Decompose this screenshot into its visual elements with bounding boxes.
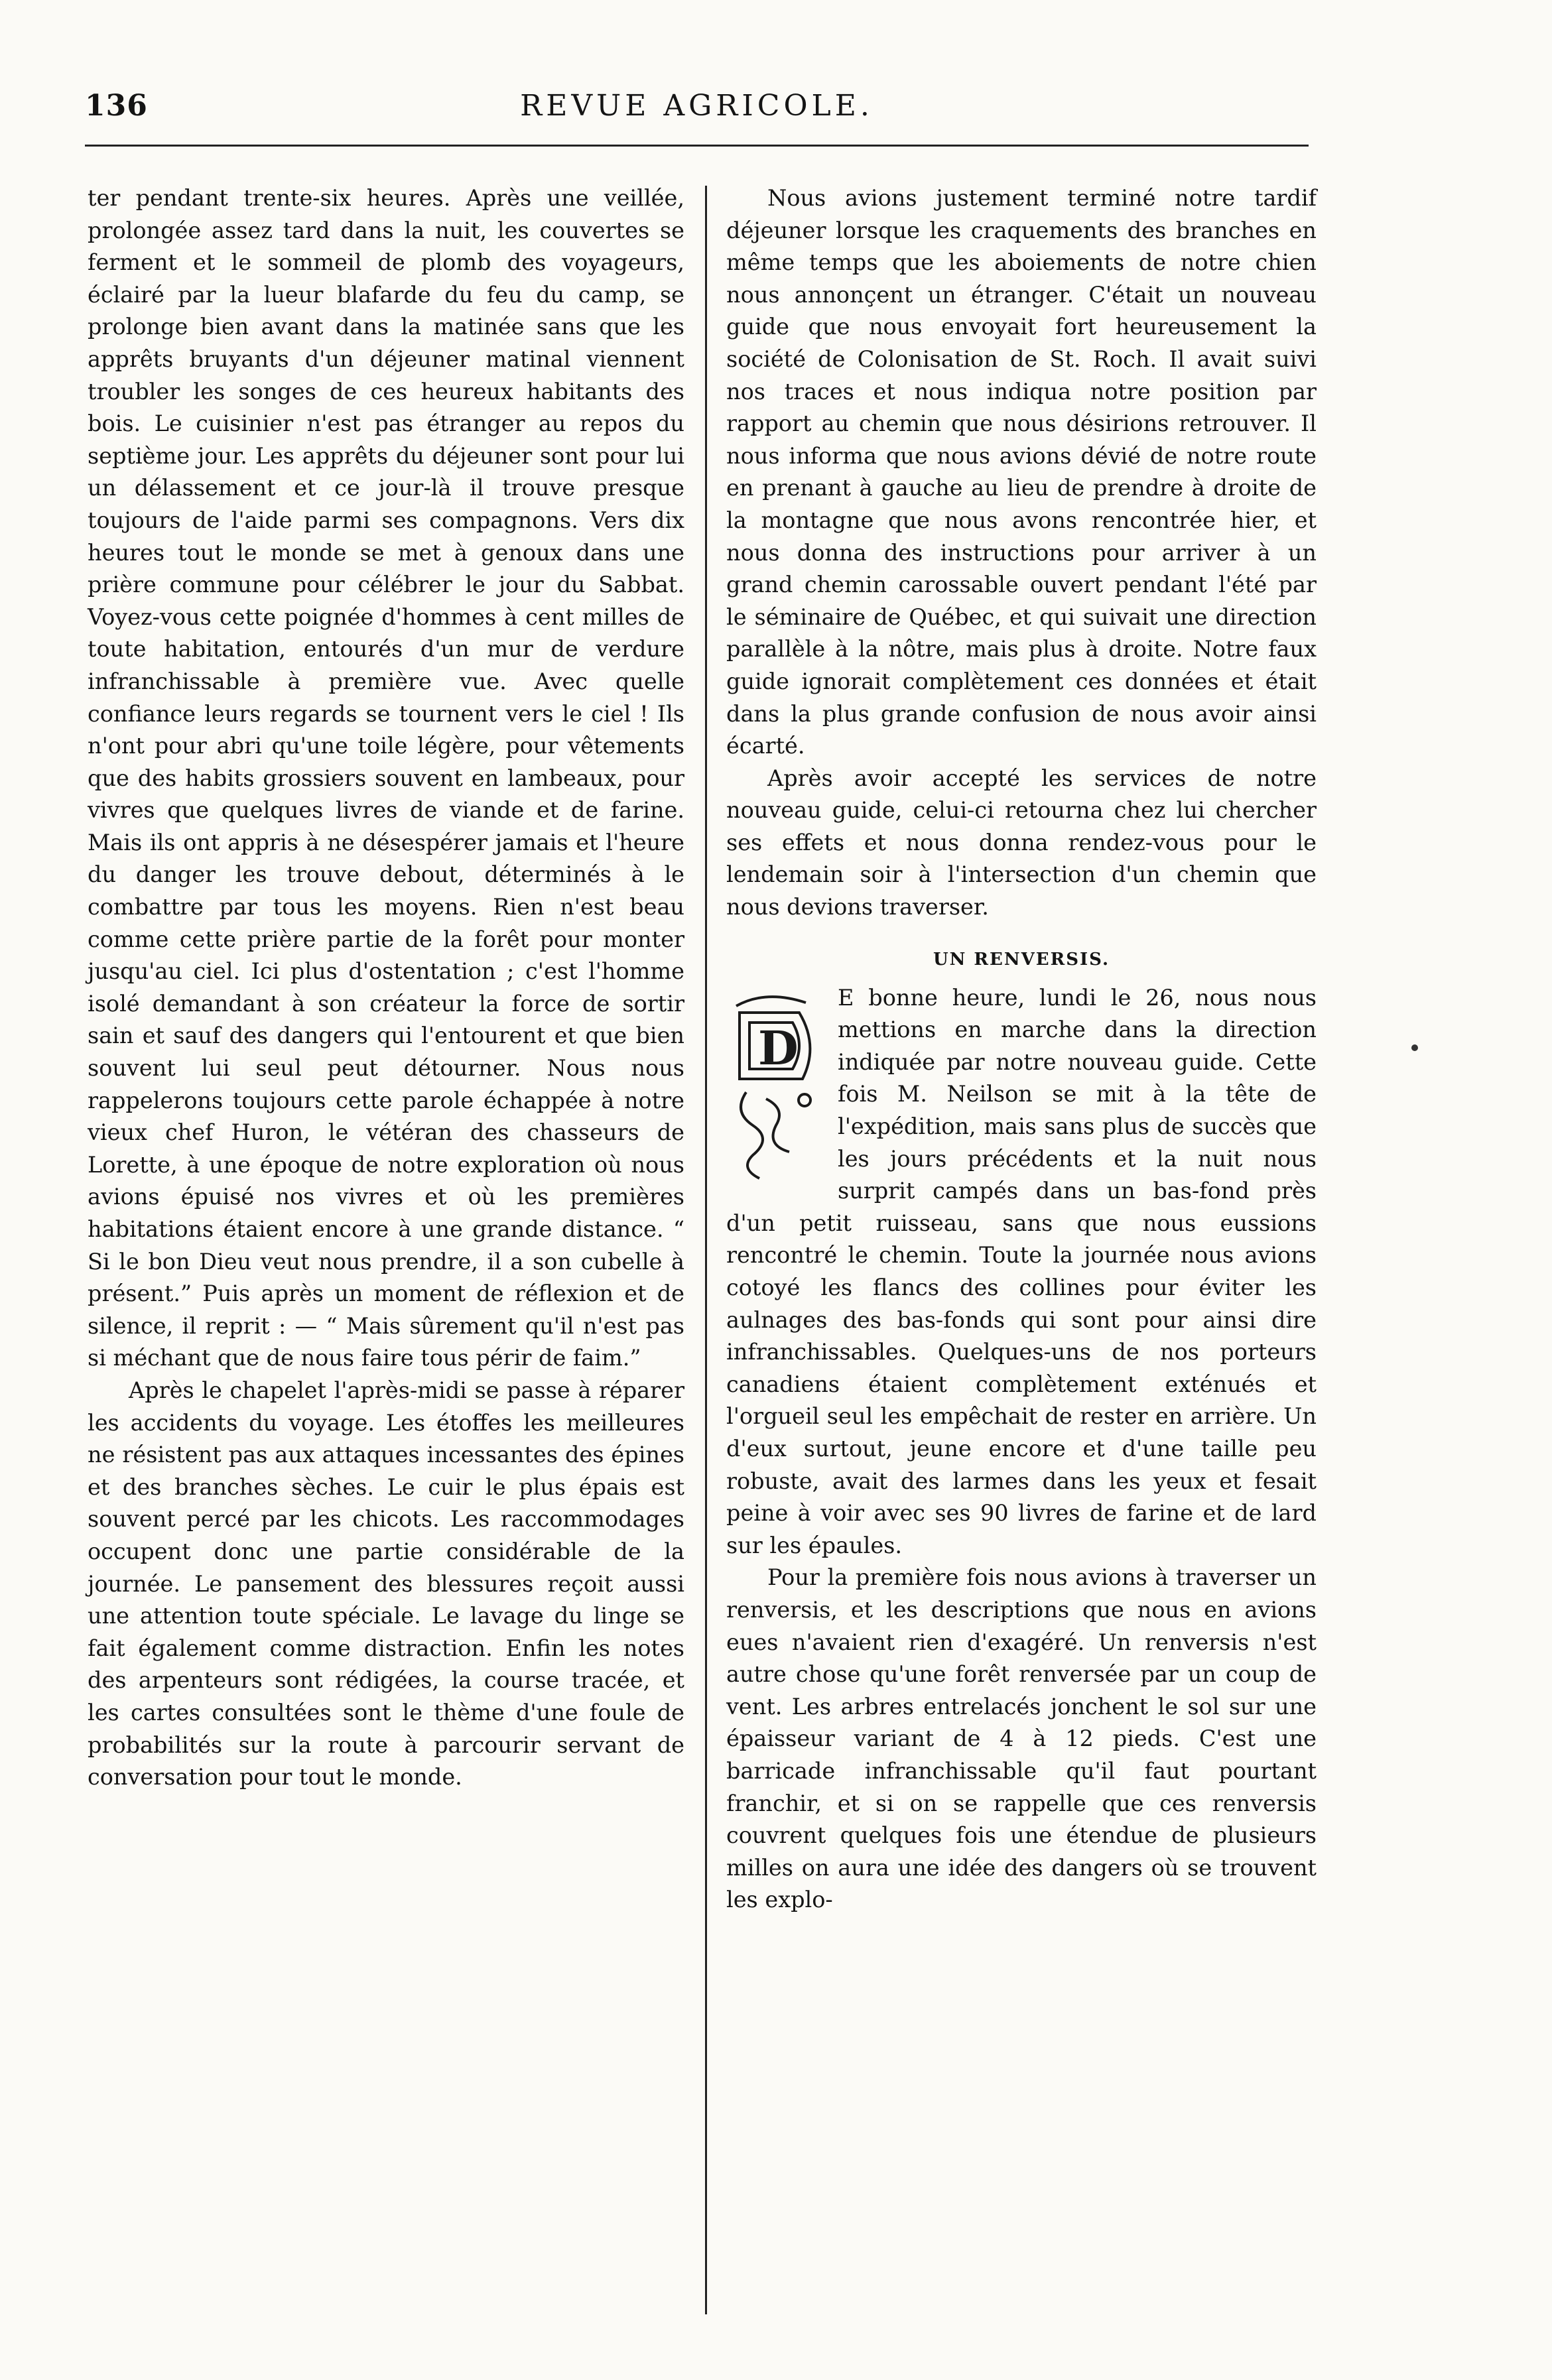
page-number: 136	[85, 89, 148, 123]
paragraph: ter pendant trente-six heures. Après une veillée, prolongée assez tard dans la nuit, les couvertes se ferment et le sommeil de plomb des voyageurs, éclairé par la lueur blafarde du feu du camp, se prolonge bien avant dans la matinée sans que les apprêts bruyants d'un déjeuner matinal viennent troubler les songes de ces heureux habitants des bois. Le cuisinier n'est pas étranger au repos du septième jour. Les apprêts du déjeuner sont pour lui un délassement et ce jour-là il trouve presque toujours de l'aide parmi ses compagnons. Vers dix heures tout le monde se met à genoux dans une prière commune pour célébrer le jour du Sabbat. Voyez-vous cette poignée d'hommes à cent milles de toute habitation, entourés d'un mur de verdure infranchissable à première vue. Avec quelle confiance leurs regards se tournent vers le ciel ! Ils n'ont pour abri qu'une toile légère, pour vêtements que des habits grossiers souvent en lambeaux, pour vivres que quelques livres de viande et de farine. Mais ils ont appris à ne désespérer jamais et l'heure du danger les trouve debout, déterminés à le combattre par tous les moyens. Rien n'est beau comme cette prière partie de la forêt pour monter jusqu'au ciel. Ici plus d'ostentation ; c'est l'homme isolé demandant à son créateur la force de sortir sain et sauf des dangers qui l'entourent et que bien souvent lui seul peut détourner. Nous nous rappelerons toujours cette parole échappée à notre vieux chef Huron, le vétéran des chasseurs de Lorette, à une époque de notre exploration où nous avions épuisé nos vivres et où les premières habitations étaient encore à une grande distance. “ Si le bon Dieu veut nous prendre, il a son cubelle à présent.” Puis après un moment de réflexion et de silence, il reprit : — “ Mais sûrement qu'il n'est pas si méchant que de nous faire tous périr de faim.”	[88, 185, 684, 1371]
paragraph: Pour la première fois nous avions à traverser un renversis, et les descriptions que nous en avions eues n'avaient rien d'exagéré. Un renversis n'est autre chose qu'une forêt renversée par un coup de vent. Les arbres entrelacés jonchent le sol sur une épaisseur variant de 4 à 12 pieds. C'est une barricade infranchissable qu'il faut pourtant franchir, et si on se rappelle que ces renversis couvrent quelques fois une étendue de plusieurs milles on aura une idée des dangers où se trouvent les explo-	[726, 1564, 1317, 1913]
column-divider	[705, 186, 707, 2314]
paragraph: Après avoir accepté les services de notre nouveau guide, celui-ci retourna chez lui chercher ses effets et nous donna rendez-vous pour le lendemain soir à l'intersection d'un chemin que nous devions traverser.	[726, 765, 1317, 920]
ink-dot	[1411, 1044, 1418, 1051]
header-rule	[85, 145, 1309, 147]
drop-cap-letter: D	[758, 1020, 799, 1076]
paragraph: Après le chapelet l'après-midi se passe à réparer les accidents du voyage. Les étoffes les meilleures ne résistent pas aux attaques incessantes des épines et des branches sèches. Le cuir le plus épais est souvent percé par les chicots. Les raccommodages occupent donc une partie considérable de la journée. Le pansement des blessures reçoit aussi une attention toute spéciale. Le lavage du linge se fait également comme distraction. Enfin les notes des arpenteurs sont rédigées, la course tracée, et les cartes consultées sont le thème d'une foule de probabilités sur la route à parcourir servant de conversation pour tout le monde.	[88, 1377, 684, 1790]
left-column	[88, 182, 684, 1794]
paragraph: E bonne heure, lundi le 26, nous nous mettions en marche dans la direction indiquée par notre nouveau guide. Cette fois M. Neilson se mit à la tête de l'expédition, mais sans plus de succès que les jours précédents et la nuit nous surprit campés dans un bas-fond près d'un petit ruisseau, sans que nous eussions rencontré le chemin. Toute la journée nous avions cotoyé les flancs des collines pour éviter les aulnages des bas-fonds qui sont pour ainsi dire infranchissables. Quelques-uns de nos porteurs canadiens étaient complètement exténués et l'orgueil seul les empêchait de rester en arrière. Un d'eux surtout, jeune encore et d'une taille peu robuste, avait des larmes dans les yeux et fesait peine à voir avec ses 90 livres de farine et de lard sur les épaules.	[726, 984, 1317, 1558]
paragraph: Nous avions justement terminé notre tardif déjeuner lorsque les craquements des branches en même temps que les aboiements de notre chien nous annonçent un étranger. C'était un nouveau guide que nous envoyait fort heureusement la société de Colonisation de St. Roch. Il avait suivi nos traces et nous indiqua notre position par rapport au chemin que nous désirions retrouver. Il nous informa que nous avions dévié de notre route en prenant à gauche au lieu de prendre à droite de la montagne que nous avons rencontrée hier, et nous donna des instructions pour arriver à un grand chemin carossable ouvert pendant l'été par le séminaire de Québec, et qui suivait une direction parallèle à la nôtre, mais plus à droite. Notre faux guide ignorait complètement ces données et était dans la plus grande confusion de nous avoir ainsi écarté.	[726, 185, 1317, 759]
section-heading: UN RENVERSIS.	[933, 949, 1110, 970]
ornamental-drop-cap-icon	[726, 986, 826, 1185]
running-title: REVUE AGRICOLE.	[520, 89, 873, 123]
drop-cap-graphic	[726, 986, 826, 1185]
right-column	[726, 182, 1317, 1916]
page-header	[85, 85, 1309, 138]
